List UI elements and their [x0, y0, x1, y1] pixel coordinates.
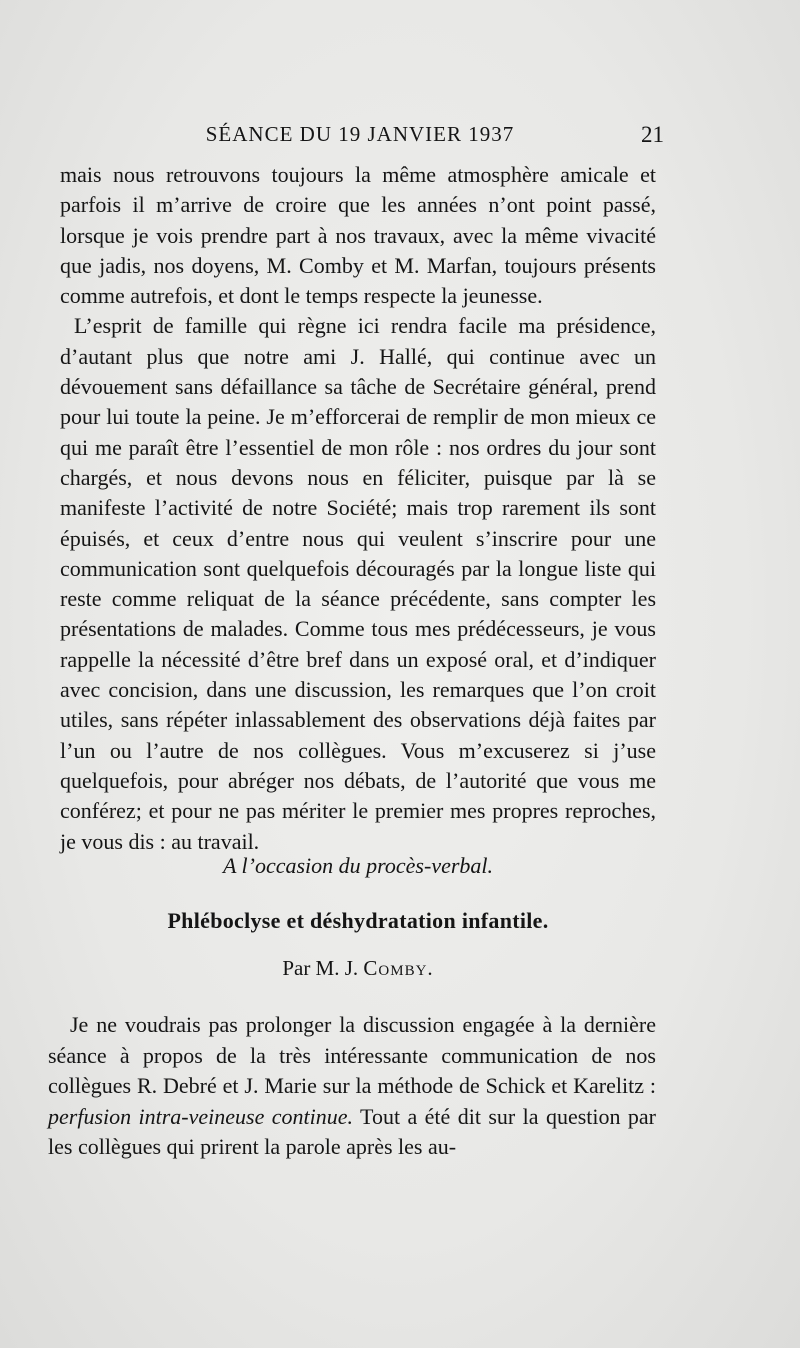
- article-paragraph: [48, 1010, 656, 1163]
- article-intro: Je ne voudrais pas prolonger la discussion engagée à la dernière séance à propos de la très intéressante communication de nos collègues R. Debré et J. Marie sur la méthode de Schick et Karelitz :: [48, 1012, 656, 1099]
- article-rest: Tout a été dit sur la question par les collègues qui prirent la parole après les au-: [48, 1103, 657, 1160]
- presidential-address: [60, 160, 656, 857]
- article-italic-phrase: perfusion intra-veineuse continue.: [48, 1103, 354, 1129]
- byline-prefix: Par M. J.: [282, 956, 359, 980]
- running-head: SÉANCE DU 19 JANVIER 1937: [205, 122, 515, 146]
- paragraph-family-spirit: L’esprit de famille qui règne ici rendra facile ma présidence, d’autant plus que notre ami J. Hallé, qui continue avec un dévouement sans défaillance sa tâche de Secrétaire général, prend pour lui toute la peine. Je m’efforcerai de remplir de mon mieux ce qui me paraît être l’essentiel de mon rôle : nos ordres du jour sont chargés, et nous devons nous en féliciter, puisque par là se manifeste l’activité de notre Société; mais trop rarement ils sont épuisés, et ceux d’entre nous qui veulent s’inscrire pour une communication sont quelquefois découragés par la longue liste qui reste comme reliquat de la séance précédente, sans compter les présentations de malades. Comme tous mes prédécesseurs, je vous rappelle la nécessité d’être bref dans un exposé oral, et d’indiquer avec concision, dans une discussion, les remarques que l’on croit utiles, sans répéter inlassablement des observations déjà faites par l’un ou l’autre de nos collègues. Vous m’excuserez si j’use quelquefois, pour abréger nos débats, de l’autorité que vous me conférez; et pour ne pas mériter le premier mes propres reproches, je vous dis : au travail.: [60, 313, 656, 854]
- article-body: [48, 1010, 656, 1163]
- page-number: 21: [641, 122, 664, 147]
- page-header: [60, 122, 664, 158]
- section-label: A l’occasion du procès-verbal.: [222, 853, 494, 878]
- author-byline: [60, 956, 656, 981]
- paragraph-continuation: mais nous retrouvons toujours la même atmosphère amicale et parfois il m’arrive de croire que les années n’ont point passé, lorsque je vois prendre part à nos travaux, avec la même vivacité que jadis, nos doyens, M. Comby et M. Marfan, toujours présents comme autrefois, et dont le temps respecte la jeunesse.: [60, 162, 656, 309]
- article-title: Phléboclyse et déshydratation infantile.: [167, 908, 549, 933]
- author-name: Comby.: [363, 956, 434, 980]
